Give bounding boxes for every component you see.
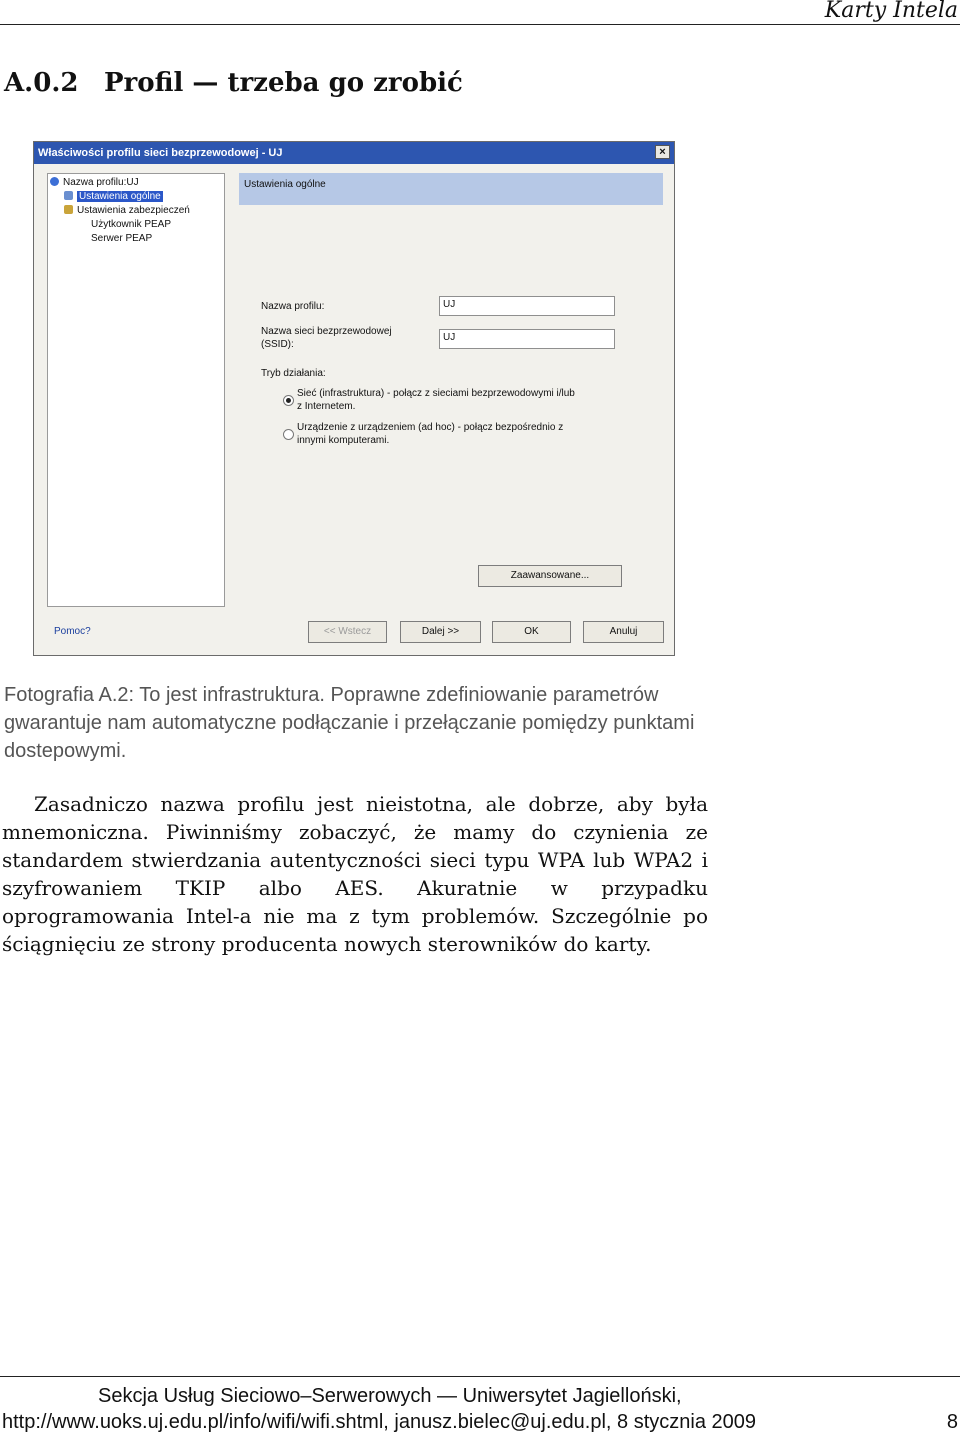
dialog-titlebar bbox=[34, 142, 674, 164]
adhoc-radio[interactable] bbox=[283, 429, 294, 440]
close-button[interactable]: × bbox=[655, 145, 670, 159]
next-button[interactable]: Dalej >> bbox=[400, 621, 481, 643]
infrastructure-radio-label[interactable]: Sieć (infrastruktura) - połącz z sieciami bezprzewodowymi i/lub z Internetem. bbox=[297, 388, 575, 412]
tree-item-general-settings[interactable]: Ustawienia ogólne bbox=[64, 191, 163, 202]
ssid-label: Nazwa sieci bezprzewodowej (SSID): bbox=[261, 326, 392, 350]
panel-header bbox=[239, 173, 663, 205]
section-heading bbox=[4, 68, 463, 98]
footer-line-1: Sekcja Usług Sieciowo–Serwerowych — Uniwersytet Jagielloński, bbox=[98, 1385, 682, 1407]
infrastructure-radio[interactable] bbox=[283, 395, 294, 406]
header-rule bbox=[0, 24, 960, 25]
help-link[interactable]: Pomoc? bbox=[54, 626, 91, 637]
figure-caption: Fotografia A.2: To jest infrastruktura. Poprawne zdefiniowanie parametrów gwarantuje nam automatyczne podłączanie i przełączanie pomiędzy punktami dostepowymi. bbox=[4, 684, 695, 762]
profile-name-input[interactable]: UJ bbox=[439, 296, 615, 316]
adhoc-radio-label[interactable]: Urządzenie z urządzeniem (ad hoc) - połącz bezpośrednio z innymi komputerami. bbox=[297, 422, 564, 446]
profile-properties-dialog bbox=[33, 141, 675, 656]
panel-title: Ustawienia ogólne bbox=[244, 179, 326, 190]
dialog-title: Właściwości profilu sieci bezprzewodowej - UJ bbox=[38, 147, 283, 159]
footer-line-2 bbox=[2, 1411, 958, 1434]
network-icon bbox=[50, 177, 59, 186]
running-header: Karty Intela bbox=[824, 0, 958, 23]
tree-item-peap-user[interactable]: Użytkownik PEAP bbox=[91, 219, 172, 230]
profile-name-label: Nazwa profilu: bbox=[261, 301, 325, 312]
page-number: 8 bbox=[946, 1411, 958, 1433]
footer-source: http://www.uoks.uj.edu.pl/info/wifi/wifi.shtml, janusz.bielec@uj.edu.pl, 8 stycznia 2009 bbox=[2, 1411, 757, 1433]
footer-rule bbox=[0, 1376, 960, 1377]
section-title: Profil — trzeba go zrobić bbox=[104, 68, 463, 98]
lock-icon bbox=[64, 205, 73, 214]
body-paragraph: Zasadniczo nazwa profilu jest nieistotna, ale dobrze, aby była mnemoniczna. Piwinniśmy zobaczyć, że mamy do czynienia ze standardem stwierdzania autentyczności sieci typu WPA lub WPA2 i szyfrowaniem TKIP albo AES. Akuratnie w przypadku oprogramowania Intel-a nie ma z tym problemów. Szczególnie po ściągnięciu ze strony producenta nowych sterowników do karty. bbox=[2, 792, 708, 956]
advanced-button[interactable]: Zaawansowane... bbox=[478, 565, 622, 587]
settings-tree bbox=[47, 173, 225, 607]
cancel-button[interactable]: Anuluj bbox=[583, 621, 664, 643]
tree-item-peap-server[interactable]: Serwer PEAP bbox=[91, 233, 153, 244]
back-button[interactable]: << Wstecz bbox=[308, 621, 387, 643]
ssid-input[interactable]: UJ bbox=[439, 329, 615, 349]
section-number: A.0.2 bbox=[4, 68, 79, 98]
settings-icon bbox=[64, 191, 73, 200]
tree-item-security-settings[interactable]: Ustawienia zabezpieczeń bbox=[64, 205, 190, 216]
operation-mode-label: Tryb działania: bbox=[261, 368, 326, 379]
ok-button[interactable]: OK bbox=[492, 621, 571, 643]
tree-item-profile-name[interactable]: Nazwa profilu:UJ bbox=[50, 177, 139, 188]
